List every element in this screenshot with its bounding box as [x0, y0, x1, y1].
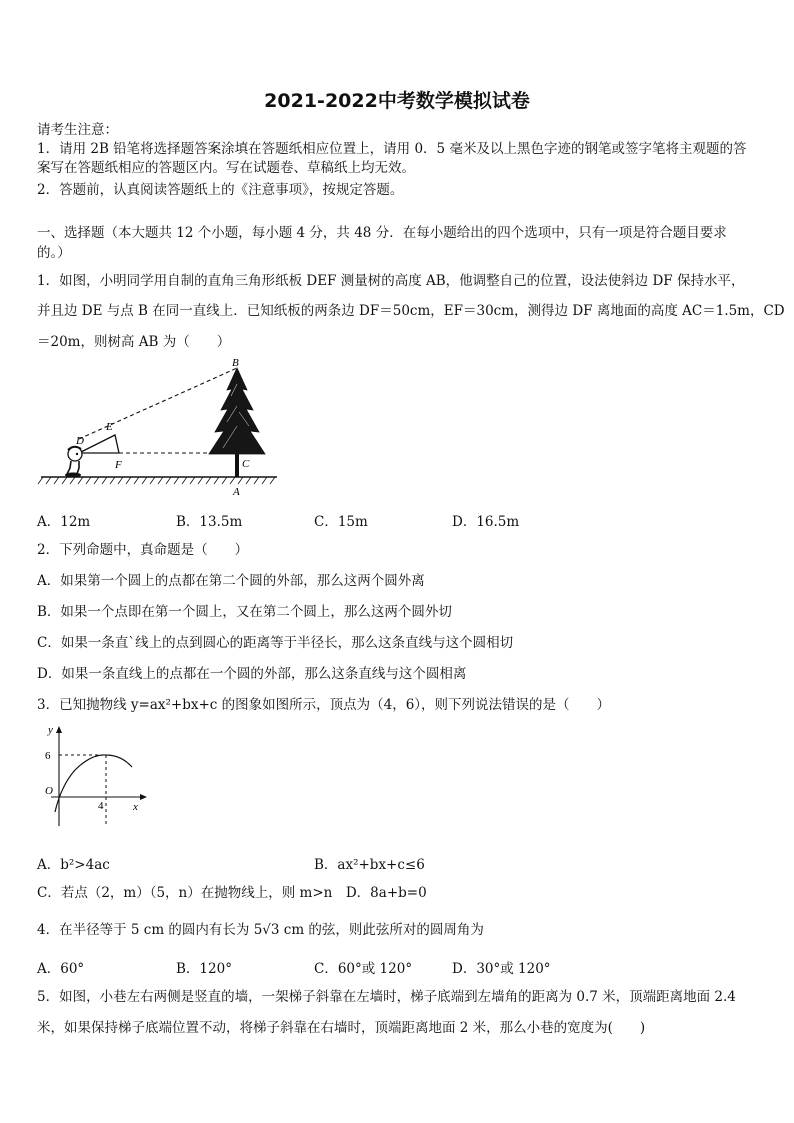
q1-option-b: B．13.5m — [176, 514, 243, 530]
page-title: 2021-2022中考数学模拟试卷 — [264, 90, 530, 112]
q5-line-1: 5．如图，小巷左右两侧是竖直的墙，一架梯子斜靠在左墙时，梯子底端到左墙角的距离为 0.7 米，顶端距离地面 2.4 — [37, 989, 736, 1005]
notice-item-2: 2．答题前，认真阅读答题纸上的《注意事项》，按规定答题。 — [37, 182, 404, 198]
tick-label-4: 4 — [98, 800, 104, 812]
q2-stem: 2．下列命题中，真命题是（ ） — [37, 542, 249, 558]
origin-label: O — [45, 785, 53, 797]
q3-option-b: B．ax²+bx+c≤6 — [314, 857, 425, 873]
q5-line-2: 米，如果保持梯子底端位置不动，将梯子斜靠在右墙时，顶端距离地面 2 米，那么小巷的宽度为( ) — [37, 1020, 646, 1036]
q4-option-a: A．60° — [37, 961, 85, 977]
q4-option-b: B．120° — [176, 961, 232, 977]
q3-option-a: A．b²>4ac — [37, 857, 110, 873]
q2-option-a: A．如果第一个圆上的点都在第二个圆的外部，那么这两个圆外离 — [37, 573, 425, 589]
notice-heading: 请考生注意： — [37, 122, 118, 138]
notice-item-1a: 1．请用 2B 铅笔将选择题答案涂填在答题纸相应位置上，请用 0．5 毫米及以上黑色字迹的钢笔或签字笔将主观题的答 — [37, 141, 747, 157]
q1-line-1: 1．如图，小明同学用自制的直角三角形纸板 DEF 测量树的高度 AB，他调整自己的位置，设法使斜边 DF 保持水平， — [37, 273, 745, 289]
label-A: A — [233, 486, 240, 498]
q2-option-c: C．如果一条直`线上的点到圆心的距离等于半径长，那么这条直线与这个圆相切 — [37, 635, 514, 651]
label-B: B — [232, 357, 239, 369]
q2-option-b: B．如果一个点即在第一个圆上，又在第二个圆上，那么这两个圆外切 — [37, 604, 452, 620]
q1-option-d: D．16.5m — [452, 514, 520, 530]
q1-tree-figure — [37, 356, 287, 501]
label-C: C — [242, 458, 250, 470]
q4-option-d: D．30°或 120° — [452, 961, 551, 977]
q1-line-3: ＝20m，则树高 AB 为（ ） — [37, 334, 231, 350]
q4-option-c: C．60°或 120° — [314, 961, 413, 977]
tick-label-6: 6 — [45, 750, 51, 762]
q2-option-d: D．如果一条直线上的点都在一个圆的外部，那么这条直线与这个圆相离 — [37, 666, 467, 682]
notice-item-1b: 案写在答题纸相应的答题区内。写在试题卷、草稿纸上均无效。 — [37, 160, 415, 176]
q1-option-c: C．15m — [314, 514, 368, 530]
label-E: E — [106, 421, 113, 433]
label-D: D — [76, 435, 84, 447]
section-heading-b: 的。） — [37, 245, 71, 261]
q3-stem: 3．已知抛物线 y=ax²+bx+c 的图象如图所示，顶点为（4，6），则下列说法错误的是（ ） — [37, 697, 611, 713]
q4-stem: 4．在半径等于 5 cm 的圆内有长为 5√3 cm 的弦，则此弦所对的圆周角为 — [37, 922, 484, 938]
label-F: F — [115, 459, 122, 471]
q1-line-2: 并且边 DE 与点 B 在同一直线上．已知纸板的两条边 DF＝50cm，EF＝30cm，测得边 DF 离地面的高度 AC＝1.5m，CD — [37, 303, 785, 319]
q1-option-a: A．12m — [37, 514, 91, 530]
section-heading-a: 一、选择题（本大题共 12 个小题，每小题 4 分，共 48 分．在每小题给出的四个选项中，只有一项是符合题目要求 — [37, 225, 727, 241]
axis-label-x: x — [133, 801, 138, 813]
q3-option-cd: C．若点（2，m）（5，n）在抛物线上，则 m>n D．8a+b=0 — [37, 885, 427, 901]
axis-label-y: y — [48, 724, 53, 736]
q3-parabola-figure — [37, 722, 157, 834]
